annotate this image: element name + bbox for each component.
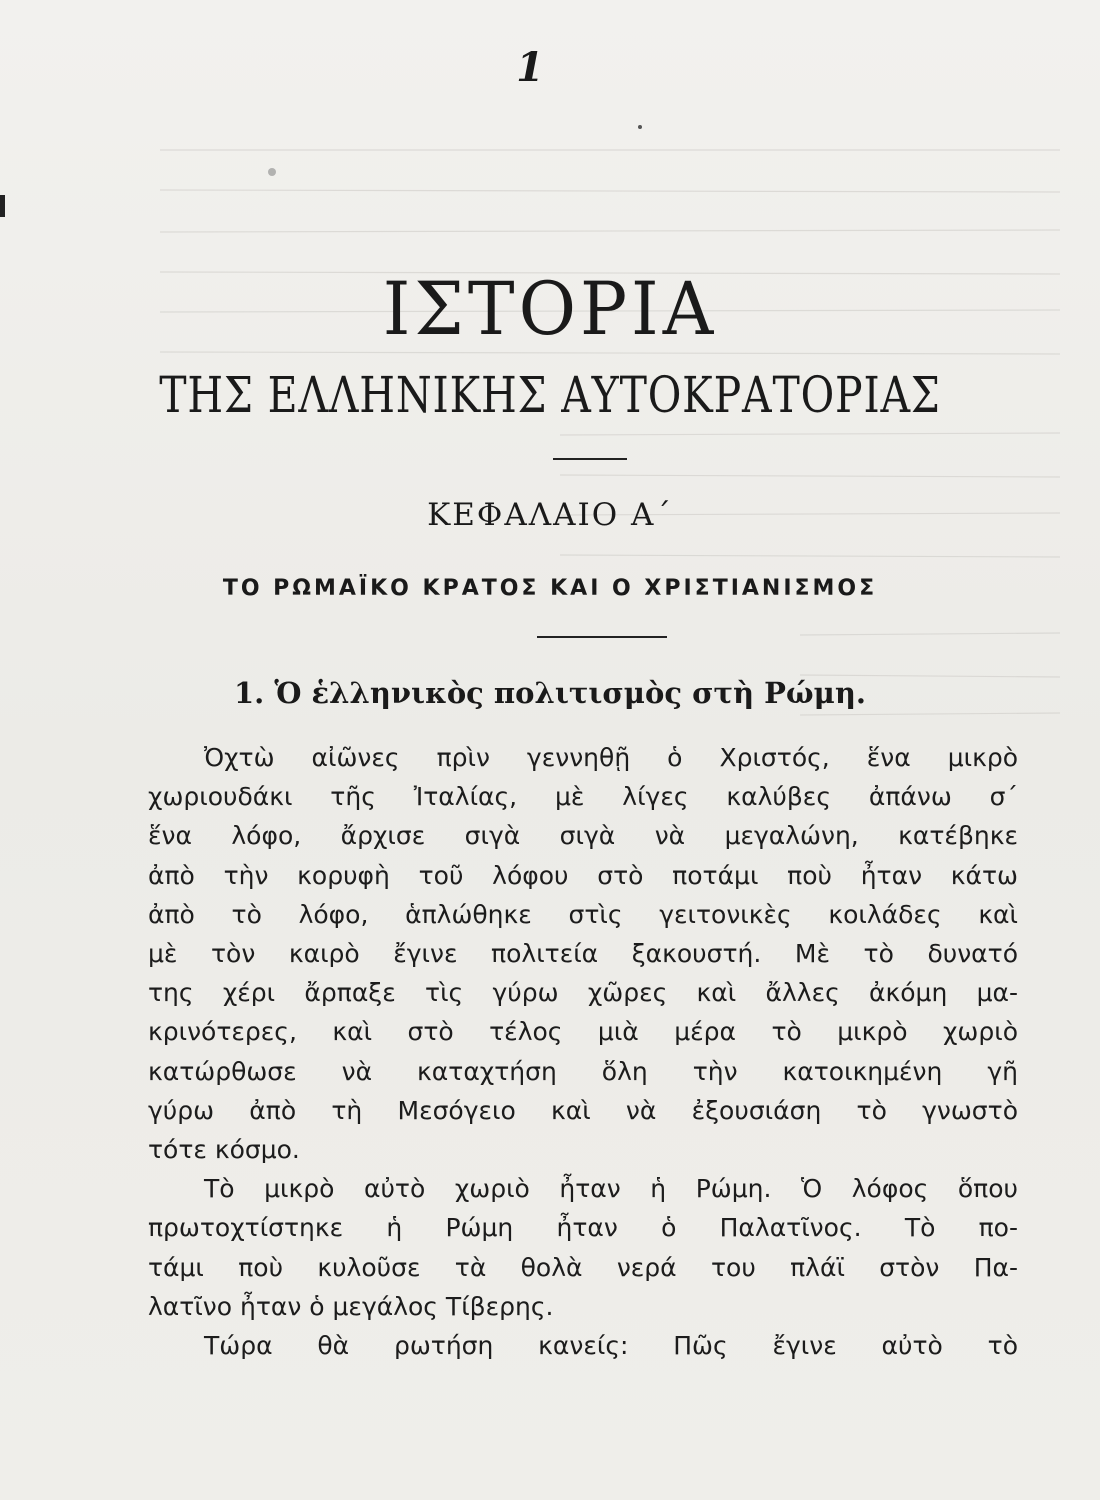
chapter-rule	[537, 636, 667, 638]
text-line: κρινότερες, καὶ στὸ τέλος μιὰ μέρα τὸ μικρὸ χωριὸ	[148, 1017, 1018, 1047]
text-line: κατώρθωσε νὰ καταχτήση ὅλη τὴν κατοικημένη γῆ	[148, 1056, 1018, 1086]
text-line: Ὀχτὼ αἰῶνες πρὶν γεννηθῇ ὁ Χριστός, ἕνα μικρὸ	[204, 743, 1018, 772]
page-number: 1	[516, 44, 544, 91]
text-line: ἀπὸ τὴν κορυφὴ τοῦ λόφου στὸ ποτάμι ποὺ ἦταν κάτω	[148, 860, 1018, 890]
body-text	[148, 738, 1018, 1365]
text-line: μὲ τὸν καιρὸ ἔγινε πολιτεία ξακουστή. Μὲ τὸ δυνατό	[148, 939, 1018, 969]
text-line: της χέρι ἄρπαξε τὶς γύρω χῶρες καὶ ἄλλες ἀκόμη μα-	[148, 978, 1018, 1008]
text-line: τάμι ποὺ κυλοῦσε τὰ θολὰ νερά του πλάϊ στὸν Πα-	[148, 1252, 1018, 1282]
section-heading: 1. Ὁ ἑλληνικὸς πολιτισμὸς στὴ Ρώμη.	[233, 676, 867, 710]
book-title: ΙΣΤΟΡΙΑ	[382, 265, 718, 353]
text-line: Τὸ μικρὸ αὐτὸ χωριὸ ἦταν ἡ Ρώμη. Ὁ λόφος ὅπου	[204, 1174, 1018, 1204]
text-line: πρωτοχτίστηκε ἡ Ρώμη ἦταν ὁ Παλατῖνος. Τὸ πο-	[148, 1213, 1018, 1243]
chapter-heading: ΚΕΦΑΛΑΙΟ Α΄	[427, 497, 673, 533]
title-rule	[553, 458, 627, 460]
text-line: ἀπὸ τὸ λόφο, ἁπλώθηκε στὶς γειτονικὲς κοιλάδες καὶ	[148, 899, 1018, 929]
text-line: χωριουδάκι τῆς Ἰταλίας, μὲ λίγες καλύβες ἀπάνω σ΄	[148, 782, 1018, 812]
text-line: ἕνα λόφο, ἄρχισε σιγὰ σιγὰ νὰ μεγαλώνη, κατέβηκε	[148, 821, 1018, 851]
book-subtitle: ΤΗΣ ΕΛΛΗΝΙΚΗΣ ΑΥΤΟΚΡΑΤΟΡΙΑΣ	[159, 366, 941, 424]
text-line: τότε κόσμο.	[148, 1135, 300, 1165]
text-line: Τώρα θὰ ρωτήση κανείς: Πῶς ἔγινε αὐτὸ τὸ	[204, 1331, 1018, 1361]
text-line: γύρω ἀπὸ τὴ Μεσόγειο καὶ νὰ ἐξουσιάση τὸ γνωστὸ	[148, 1095, 1018, 1125]
text-line: λατῖνο ἦταν ὁ μεγάλος Τίβερης.	[148, 1291, 554, 1321]
chapter-title: ΤΟ ΡΩΜΑΪΚΟ ΚΡΑΤΟΣ ΚΑΙ Ο ΧΡΙΣΤΙΑΝΙΣΜΟΣ	[222, 576, 878, 601]
